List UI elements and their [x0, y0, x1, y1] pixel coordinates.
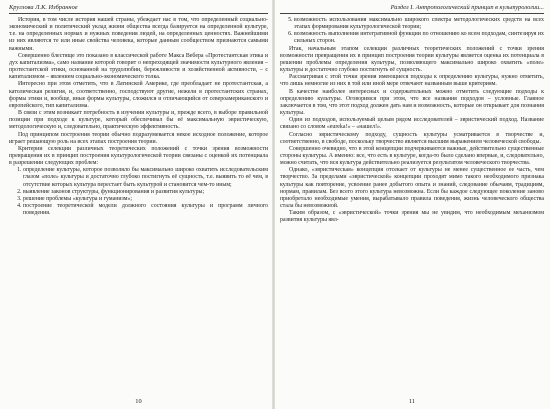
- list-item: 4. построение теоретической модели должного состояния культуры и программ личного поведения.: [23, 203, 268, 217]
- right-page-body: [280, 17, 544, 225]
- paragraph: Совершенно очевидно, что в этой концепции подчеркиваются важные, действительно существенные стороны культуры. А именно: все, что есть в культуре, когда-то было сделано впервые, и, следовательно, можно считать, что вся культура действительно реализуется результатом человеческого творчества.: [280, 145, 544, 167]
- list-item: 6. возможность выполнения интегративной функции по отношению ко всем подходам, синтезируя их сильных сторон.: [294, 31, 544, 45]
- criteria-list: [9, 167, 268, 217]
- paragraph: Рассматривая с этой точки зрения имеющиеся подходы к определению культуры, нужно отметить, что лишь немногие из них в той или иной мере отвечают названным выше критериям.: [280, 74, 544, 88]
- list-item: 1. определение культуры, которое позволяло бы максимально широко охватить исследовательским глазом «поле» культуры и достаточно глубоко постигнуть её сущность, т.е. выявить то её чем, в отсутствие которых культура перестает быть культурой и становится чем-то иным;: [23, 167, 268, 188]
- list-item: 3. решение проблемы «культура и гуманизм»;: [23, 196, 268, 203]
- paragraph: Совершенно блестяще это показано в классической работе Макса Вебера «Протестантская этика и дух капитализма», само название которой говорит о непреходящей значимости культурного явления – протестантской этики, основанной на трудолюбии, бережливости и хозяйственной активности, – с капитализмом – явлением социально-экономического толка.: [9, 52, 268, 81]
- list-item: 5. возможность использования максимально широкого спектра методологических средств на всех этапах формирования культурологической теории;: [294, 17, 544, 31]
- left-page-body: [9, 17, 268, 217]
- paragraph: Согласно эвристическому подходу, сущность культуры усматривается в творчестве и, соответственно, в свободе, поскольку творчество является высшим выражением человеческой свободы.: [280, 131, 544, 145]
- paragraph: Под принципом построения теории обычно подразумевается некое исходное положение, которое играет решающую роль на всех этапах построения теории.: [9, 131, 268, 145]
- list-item: 2. выявление законов структуры, функционирования и развития культуры;: [23, 189, 268, 196]
- left-page: [9, 4, 268, 407]
- right-page: [280, 4, 544, 407]
- paragraph: Критерии селекции различных теоретических положений с точки зрения возможности превращения их в принцип построения культурологической теории связаны с оценкой их потенциала в разрешении следующих проблем:: [9, 145, 268, 167]
- left-page-number: 10: [135, 398, 142, 405]
- paragraph: Интересно при этом отметить, что в Латинской Америке, где преобладает не протестантская, а католическая религия, и, соответственно, господствуют другие, нежели в протестантских странах, формы этики и, вообще, иные формы культуры, сложился и отличающийся от североамериканского и европейского, тип капитализма.: [9, 81, 268, 109]
- paragraph: Один из подходов, используемый целым рядом исследователей – эвристический подход. Название связано со словом «eureka!» – «нашел!».: [280, 117, 544, 131]
- paragraph: В качестве наиболее интересных и содержательных можно отметить следующие подходы к определению культуры. Оговоримся при этом, что все названия подходов – условные. Главное заключается в том, что этот подход должен дать нам и возможность, которые он открывает для познания культуры.: [280, 88, 544, 117]
- right-running-header: [280, 4, 544, 14]
- criteria-list-continued: [280, 17, 544, 46]
- left-running-header: [9, 4, 268, 14]
- right-page-number: 11: [408, 398, 416, 405]
- paragraph: История, в том числе история нашей страны, убеждает нас в том, что определенный социально-экономический и политический уклад жизни общества всегда базируется на определенной культуре, т.е. на определенных нормах и нужных поведения людей, на определенных ценностях. Важнейшими из них являются те или иные свойства человека, которые данным сообществом признаются самыми важными.: [9, 17, 268, 52]
- book-gutter: [272, 0, 275, 409]
- paragraph: Итак, начальным этапом селекции различных теоретических положений с точки зрения возможности превращения их в принцип построения теории культуры является оценка их потенциала в решении проблемы определения культуры, позволяющего максимально широко охватить «поле» культуры и достаточно глубоко постигнуть её сущность.: [280, 45, 544, 74]
- paragraph: Однако, «эвристическая» концепция отсекает от культуры не менее существенное ее часть, чем творчество. За пределами «эвристической» концепции проходят мимо такого необходимого признака культуры как повторение, усвоение ранее добытого опыта и знаний, следование обычаям, традициям, нормам, правилам. Без всего этого культура невозможна. Если бы каждое следующее поколение заново приобретало необходимые умения, вырабатывало правила поведения, жизнь человеческого общества стала бы невозможной.: [280, 167, 544, 210]
- paragraph: Таким образом, с «эвристической» точки зрения мы не увидим, что необходимым механизмом развития культуры явл-: [280, 210, 544, 224]
- right-header-text: Раздел I. Антропологический принцип в культурологии...: [390, 4, 544, 11]
- left-header-text: Круглова Л.К. Избранное: [9, 4, 78, 11]
- paragraph: В связи с этим возникает потребность в изучении культуры и, прежде всего, в выборе правильной позиции при подходе к культуре, который обеспечивал бы её максимальную эвристическую, методологическую и, следовательно, практическую эффективность.: [9, 110, 268, 131]
